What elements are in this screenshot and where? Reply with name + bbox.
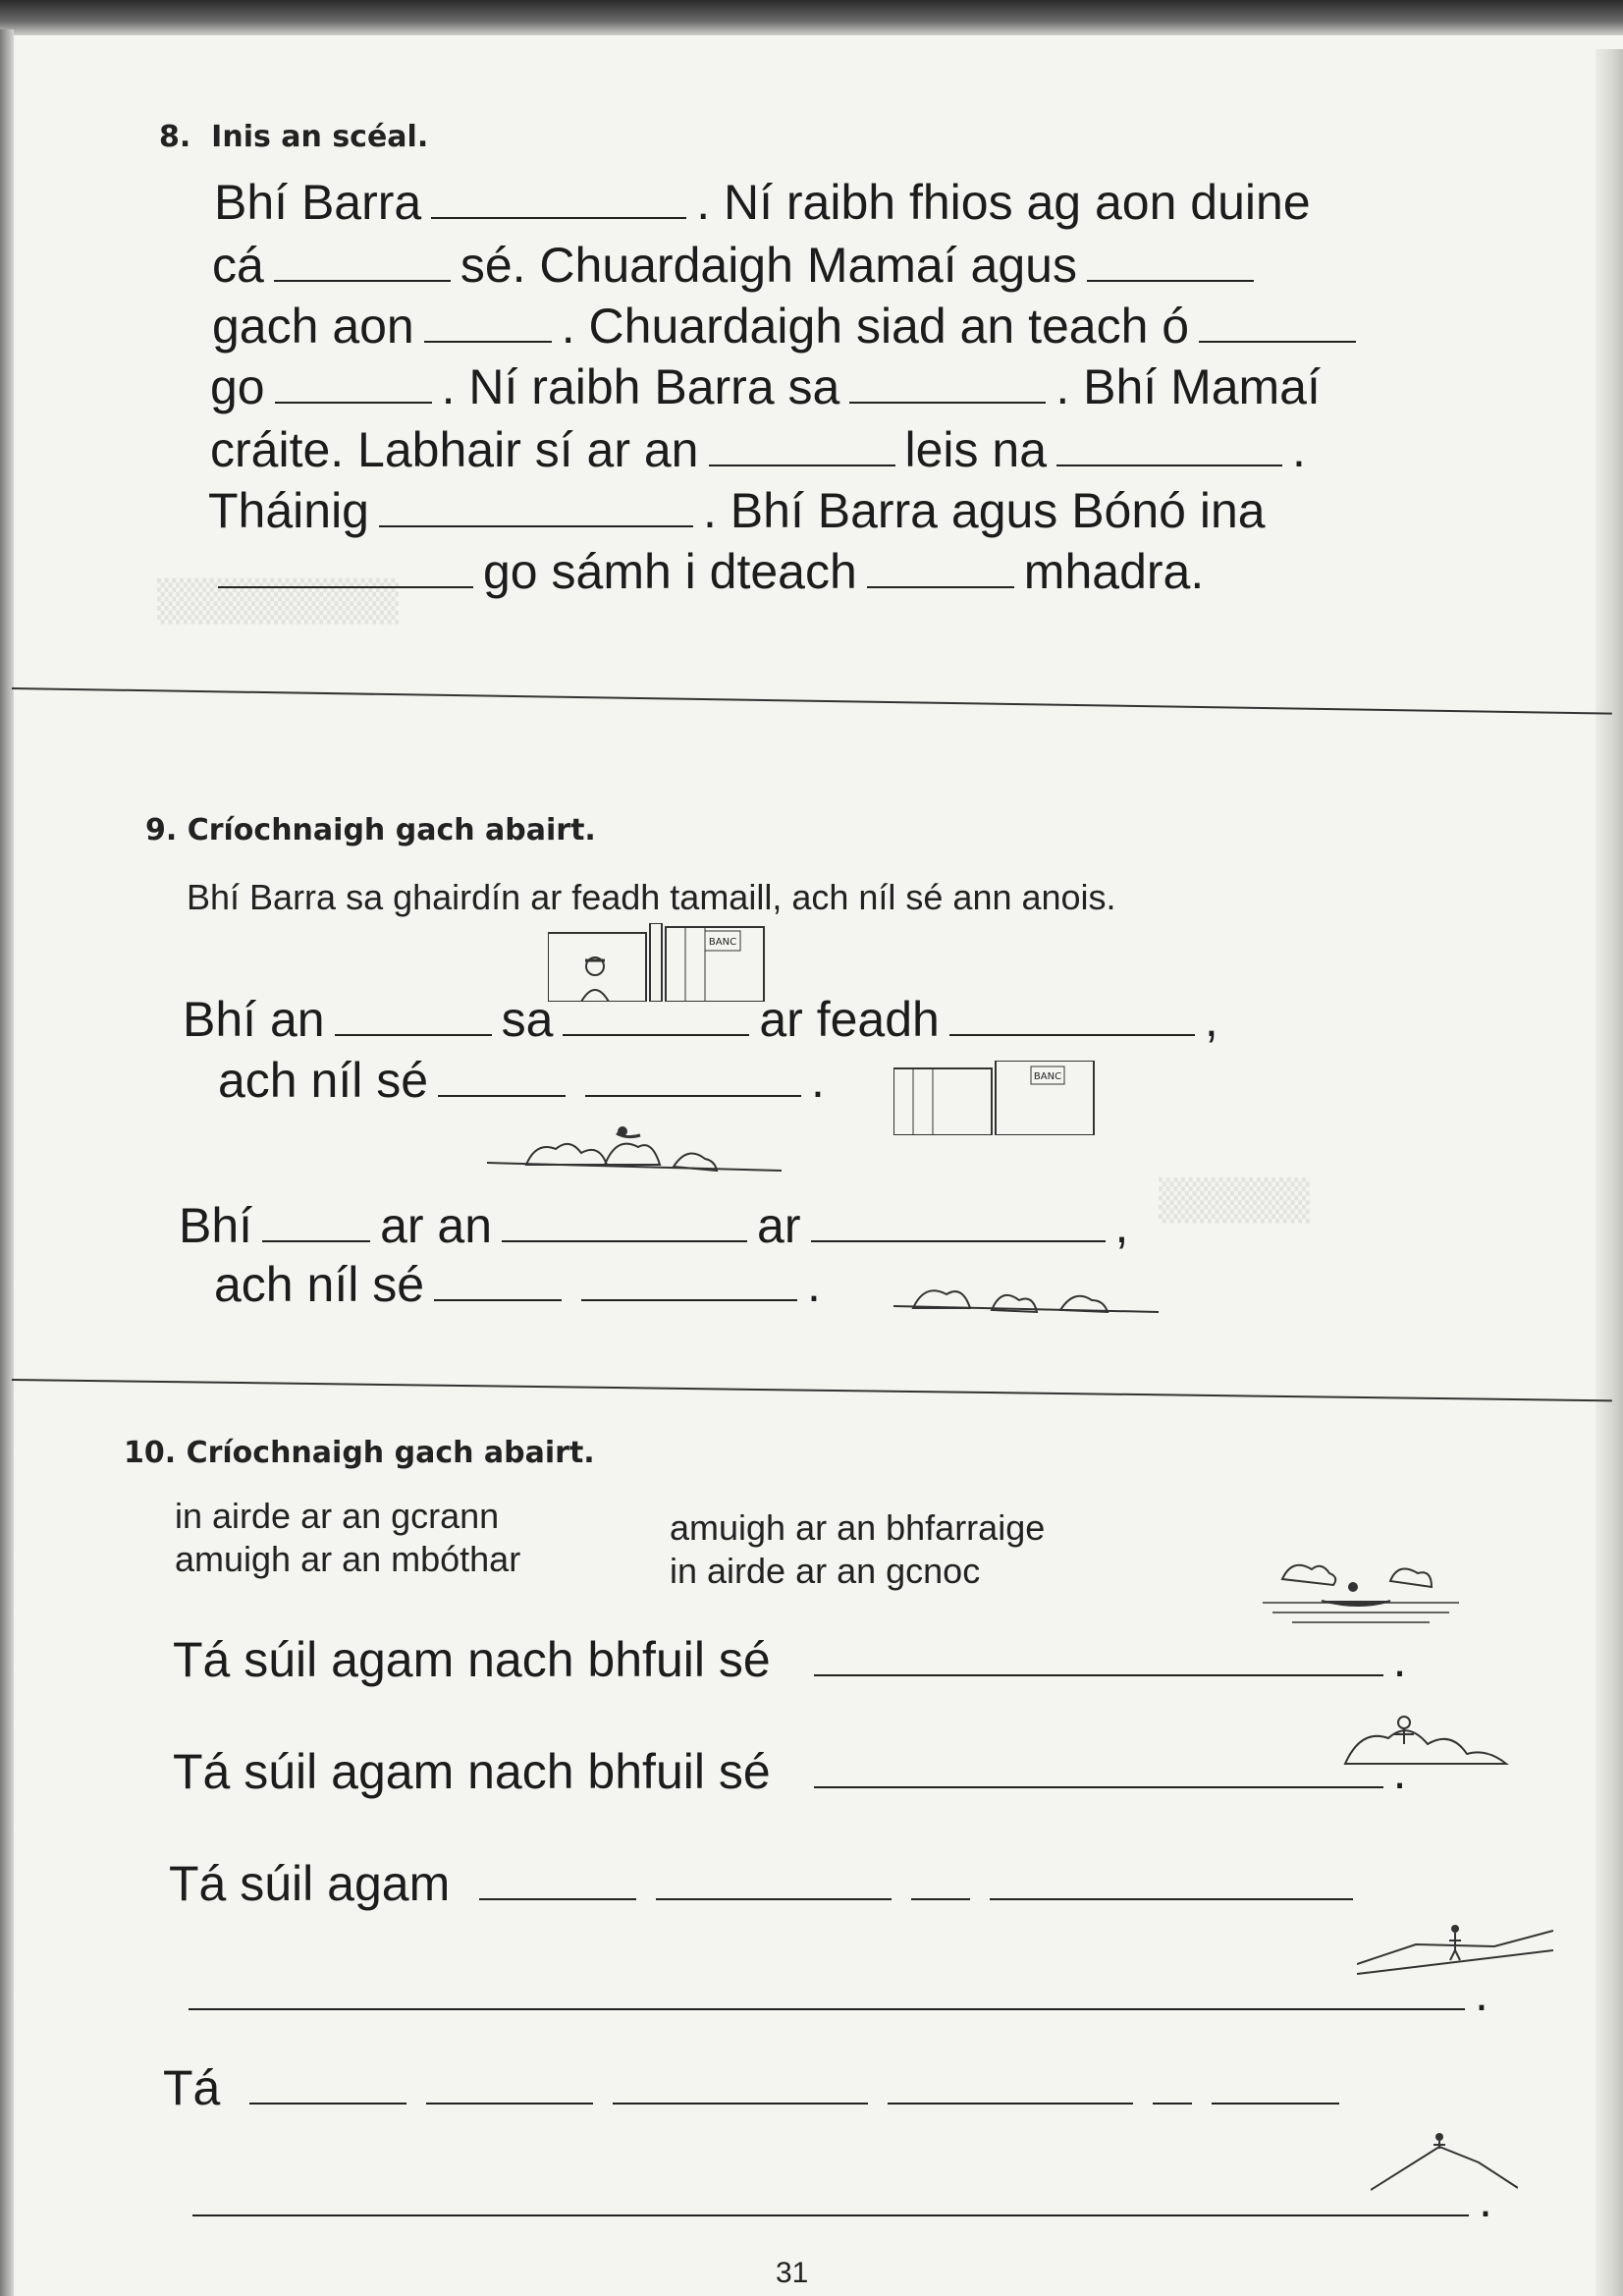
ex8-title: Inis an scéal. xyxy=(211,120,429,154)
ex8-line-1 xyxy=(214,173,1311,230)
text: . xyxy=(1475,1966,1488,2021)
scan-shadow xyxy=(0,0,1623,35)
blank[interactable] xyxy=(613,2058,868,2105)
blank[interactable] xyxy=(911,1854,970,1900)
blank[interactable] xyxy=(1153,2058,1192,2105)
ex10-sentence-1 xyxy=(173,1630,1407,1687)
ex9-example: Bhí Barra sa ghairdín ar feadh tamaill, ach níl sé ann anois. xyxy=(187,877,1116,917)
option-out-sea: amuigh ar an bhfarraige xyxy=(670,1507,1046,1548)
blank[interactable] xyxy=(424,297,552,343)
text: Tháinig xyxy=(208,483,369,538)
text: Tá súil agam xyxy=(169,1856,451,1911)
blank[interactable] xyxy=(502,1196,747,1242)
option-up-tree: in airde ar an gcrann xyxy=(175,1496,500,1536)
ex10-sentence-3 xyxy=(169,1854,1363,1911)
blank[interactable] xyxy=(426,2058,593,2105)
bank-sign: BANC xyxy=(708,937,737,948)
text: ach níl sé xyxy=(214,1257,425,1312)
text: . xyxy=(1479,2172,1492,2227)
ex10-heading: 10. Críochnaigh gach abairt. xyxy=(124,1436,595,1470)
text: Tá xyxy=(163,2060,221,2115)
blank[interactable] xyxy=(275,357,432,404)
page-right-edge xyxy=(1596,49,1623,2296)
blank[interactable] xyxy=(379,481,693,527)
blank[interactable] xyxy=(1087,236,1254,282)
ex8-line-6 xyxy=(208,481,1266,538)
blank[interactable] xyxy=(656,1854,892,1900)
ex10-sentence-4 xyxy=(163,2058,1349,2115)
ex9-item2-line1 xyxy=(179,1196,1129,1253)
text: . xyxy=(1392,1744,1407,1799)
text: . Bhí Mamaí xyxy=(1055,359,1321,414)
blank[interactable] xyxy=(949,990,1195,1036)
blank[interactable] xyxy=(1212,2058,1339,2105)
blank[interactable] xyxy=(438,1051,566,1097)
text: mhadra. xyxy=(1023,544,1205,599)
ex8-heading xyxy=(159,120,428,154)
option-up-hill: in airde ar an gcnoc xyxy=(670,1551,981,1591)
text: Tá súil agam nach bhfuil sé xyxy=(173,1632,771,1687)
text: . Chuardaigh siad an teach ó xyxy=(561,299,1190,354)
bank-picture xyxy=(893,1061,1100,1135)
ex9-item2-line2 xyxy=(214,1255,821,1312)
blank[interactable] xyxy=(581,1255,797,1301)
blank[interactable] xyxy=(1056,420,1282,466)
ex9-item1-line1 xyxy=(183,990,1218,1047)
text: Bhí xyxy=(179,1198,253,1253)
text: ar feadh xyxy=(759,992,940,1047)
text: . Bhí Barra agus Bónó ina xyxy=(703,483,1266,538)
blank[interactable] xyxy=(335,990,492,1036)
page-binding-edge xyxy=(0,29,14,2296)
ex8-line-7 xyxy=(208,542,1205,599)
text: Tá súil agam nach bhfuil sé xyxy=(173,1744,771,1799)
bird-on-rocks-picture xyxy=(487,1121,782,1190)
blank[interactable] xyxy=(990,1854,1353,1900)
blank[interactable] xyxy=(274,236,451,282)
text: . Ní raibh Barra sa xyxy=(441,359,840,414)
text: . xyxy=(811,1053,825,1108)
text: gach aon xyxy=(212,299,414,354)
blank[interactable] xyxy=(192,2170,1469,2216)
blank[interactable] xyxy=(189,1964,1465,2010)
option-out-road: amuigh ar an mbóthar xyxy=(175,1539,521,1579)
section-divider xyxy=(12,1379,1612,1401)
blank[interactable] xyxy=(585,1051,801,1097)
text: go sámh i dteach xyxy=(483,544,857,599)
text: . xyxy=(807,1257,821,1312)
text: leis na xyxy=(904,422,1048,477)
rocks-picture xyxy=(893,1273,1159,1332)
text: Bhí Barra xyxy=(214,175,422,230)
blank[interactable] xyxy=(1199,297,1356,343)
text: . Ní raibh fhios ag aon duine xyxy=(696,175,1311,230)
blank[interactable] xyxy=(434,1255,562,1301)
text: cráite. Labhair sí ar an xyxy=(210,422,699,477)
bleed-through: ▒▒▒▒▒ xyxy=(1159,1178,1310,1224)
ex8-number: 8. xyxy=(159,120,191,154)
bank-sign: BANC xyxy=(1033,1071,1062,1082)
blank[interactable] xyxy=(218,542,473,588)
blank[interactable] xyxy=(479,1854,636,1900)
blank[interactable] xyxy=(563,990,749,1036)
blank[interactable] xyxy=(431,173,686,219)
ex10-sentence-2 xyxy=(173,1742,1407,1799)
blank[interactable] xyxy=(249,2058,406,2105)
blank[interactable] xyxy=(814,1630,1383,1676)
bleed-through: ▒▒▒▒▒▒▒▒ xyxy=(157,579,400,625)
section-divider xyxy=(12,687,1612,715)
text: go xyxy=(210,359,265,414)
text: sa xyxy=(501,992,554,1047)
boat-at-sea-picture xyxy=(1263,1556,1459,1630)
text: . xyxy=(1392,1632,1407,1687)
ex8-line-3 xyxy=(212,297,1366,354)
text: Bhí an xyxy=(183,992,325,1047)
ex9-item1-line2 xyxy=(218,1051,825,1108)
ex10-sentence-4-continued xyxy=(163,2170,1492,2227)
text: ach níl sé xyxy=(218,1053,429,1108)
blank[interactable] xyxy=(262,1196,370,1242)
blank[interactable] xyxy=(888,2058,1133,2105)
ex8-line-5 xyxy=(210,420,1306,477)
blank[interactable] xyxy=(814,1742,1383,1788)
ex8-line-4 xyxy=(210,357,1321,414)
text: ar an xyxy=(380,1198,493,1253)
ex10-sentence-3-continued xyxy=(169,1964,1488,2021)
blank[interactable] xyxy=(867,542,1014,588)
text: ar xyxy=(757,1198,801,1253)
text: . xyxy=(1292,422,1306,477)
page-number: 31 xyxy=(776,2257,809,2289)
blank[interactable] xyxy=(709,420,895,466)
text: , xyxy=(1114,1198,1129,1253)
text: , xyxy=(1204,992,1218,1047)
text: sé. Chuardaigh Mamaí agus xyxy=(460,238,1077,293)
blank[interactable] xyxy=(849,357,1046,404)
text: cá xyxy=(212,238,264,293)
blank[interactable] xyxy=(811,1196,1106,1242)
ex8-line-2 xyxy=(212,236,1264,293)
ex9-heading: 9. Críochnaigh gach abairt. xyxy=(145,813,596,847)
